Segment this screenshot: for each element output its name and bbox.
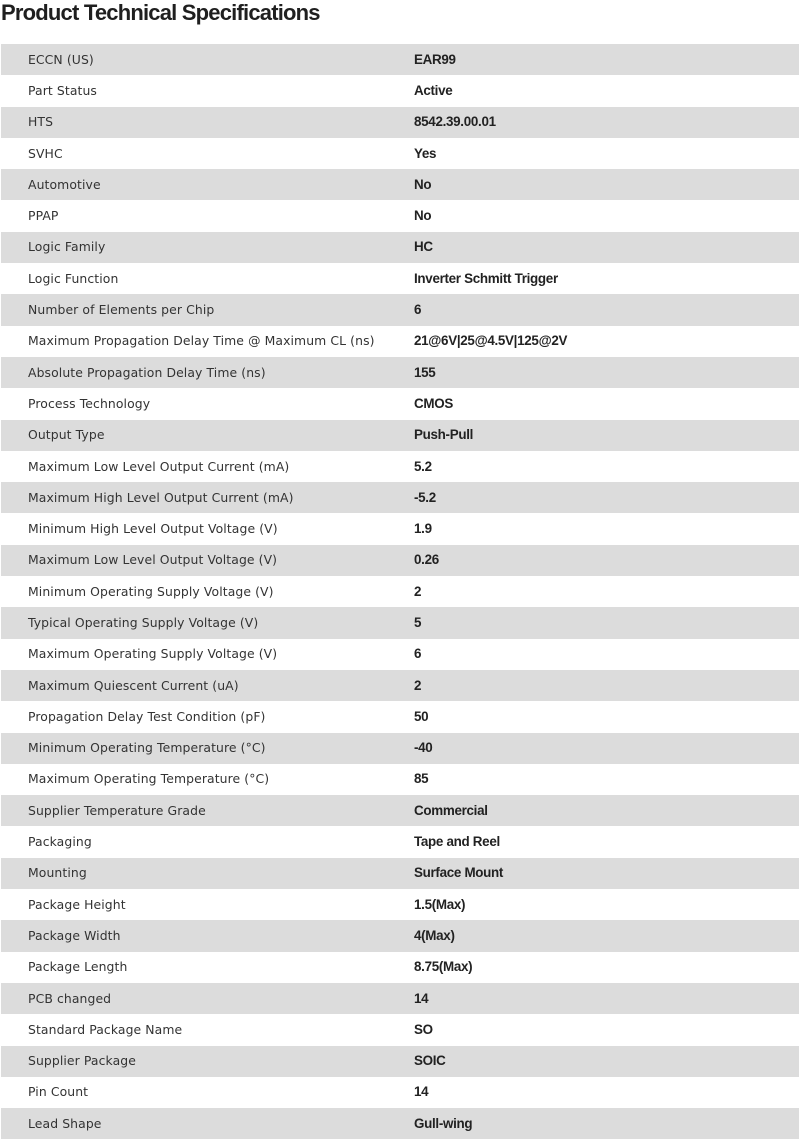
spec-row [1, 545, 799, 576]
spec-value: 2 [414, 677, 422, 693]
spec-label: Output Type [28, 427, 105, 443]
spec-value: 21@6V|25@4.5V|125@2V [414, 333, 568, 349]
spec-row [1, 169, 799, 200]
spec-value: Surface Mount [414, 865, 504, 881]
spec-label: Maximum Operating Temperature (°C) [28, 771, 270, 787]
spec-label: Minimum Operating Temperature (°C) [28, 740, 266, 756]
spec-row [1, 1014, 799, 1045]
spec-value: No [414, 208, 432, 224]
spec-table-body [1, 44, 799, 1139]
spec-label: Automotive [28, 176, 101, 192]
spec-row [1, 107, 799, 138]
spec-row [1, 764, 799, 795]
spec-label: ECCN (US) [28, 51, 94, 67]
spec-row [1, 1046, 799, 1077]
spec-row [1, 294, 799, 325]
spec-row [1, 263, 799, 294]
spec-label: Supplier Temperature Grade [28, 802, 206, 818]
spec-value: SO [414, 1021, 433, 1037]
spec-label: Minimum High Level Output Voltage (V) [28, 521, 278, 537]
spec-row [1, 983, 799, 1014]
spec-value: Active [414, 82, 453, 98]
spec-value: 50 [414, 708, 429, 724]
spec-label: Package Width [28, 927, 121, 943]
spec-row [1, 639, 799, 670]
spec-value: -5.2 [414, 489, 436, 505]
spec-row [1, 326, 799, 357]
spec-value: 14 [414, 1084, 429, 1100]
spec-row [1, 607, 799, 638]
spec-value: 5.2 [414, 458, 432, 474]
spec-label: Maximum Quiescent Current (uA) [28, 677, 239, 693]
spec-value: 0.26 [414, 552, 439, 568]
spec-value: 4(Max) [414, 927, 455, 943]
spec-value: SOIC [414, 1053, 446, 1069]
spec-label: Number of Elements per Chip [28, 302, 215, 318]
spec-value: 1.5(Max) [414, 896, 466, 912]
spec-label: HTS [28, 114, 54, 130]
spec-row [1, 200, 799, 231]
spec-value: Commercial [414, 802, 488, 818]
spec-row [1, 75, 799, 106]
spec-table [1, 44, 799, 1139]
spec-label: Lead Shape [28, 1115, 102, 1131]
spec-label: Standard Package Name [28, 1021, 183, 1037]
spec-row [1, 1108, 799, 1139]
spec-value: 1.9 [414, 521, 432, 537]
spec-label: Package Length [28, 959, 128, 975]
spec-value: 85 [414, 771, 429, 787]
spec-value: Push-Pull [414, 427, 474, 443]
spec-label: PPAP [28, 208, 59, 224]
spec-label: Process Technology [28, 395, 151, 411]
page-title: Product Technical Specifications [1, 0, 320, 25]
spec-row [1, 44, 799, 75]
spec-label: Part Status [28, 82, 97, 98]
spec-label: Propagation Delay Test Condition (pF) [28, 708, 266, 724]
spec-value: CMOS [414, 395, 453, 411]
spec-value: 2 [414, 583, 422, 599]
spec-value: 6 [414, 302, 422, 318]
spec-value: 14 [414, 990, 429, 1006]
spec-value: -40 [414, 740, 433, 756]
spec-value: 8.75(Max) [414, 959, 473, 975]
spec-label: Absolute Propagation Delay Time (ns) [28, 364, 266, 380]
spec-label: Minimum Operating Supply Voltage (V) [28, 583, 274, 599]
spec-row [1, 1077, 799, 1108]
spec-value: HC [414, 239, 433, 255]
spec-value: 5 [414, 614, 422, 630]
spec-row [1, 826, 799, 857]
spec-row [1, 513, 799, 544]
spec-value: Gull-wing [414, 1115, 473, 1131]
spec-row [1, 576, 799, 607]
spec-row [1, 952, 799, 983]
spec-label: Mounting [28, 865, 87, 881]
spec-label: Logic Family [28, 239, 106, 255]
spec-row [1, 388, 799, 419]
spec-label: SVHC [28, 145, 63, 161]
spec-label: Pin Count [28, 1084, 89, 1100]
spec-row [1, 138, 799, 169]
spec-row [1, 357, 799, 388]
spec-label: Maximum High Level Output Current (mA) [28, 489, 294, 505]
spec-row [1, 482, 799, 513]
spec-label: Maximum Propagation Delay Time @ Maximum CL (ns) [28, 333, 375, 349]
spec-label: Package Height [28, 896, 126, 912]
spec-row [1, 889, 799, 920]
spec-value: Inverter Schmitt Trigger [414, 270, 558, 286]
spec-value: 8542.39.00.01 [414, 114, 496, 130]
spec-value: Tape and Reel [414, 834, 500, 850]
spec-value: EAR99 [414, 51, 456, 67]
spec-label: Maximum Low Level Output Voltage (V) [28, 552, 278, 568]
spec-label: Typical Operating Supply Voltage (V) [28, 614, 259, 630]
spec-label: PCB changed [28, 990, 112, 1006]
spec-value: Yes [414, 145, 437, 161]
spec-row [1, 232, 799, 263]
spec-row [1, 920, 799, 951]
spec-row [1, 858, 799, 889]
spec-row [1, 733, 799, 764]
spec-label: Maximum Operating Supply Voltage (V) [28, 646, 278, 662]
spec-row [1, 670, 799, 701]
spec-label: Supplier Package [28, 1053, 136, 1069]
spec-row [1, 795, 799, 826]
spec-row [1, 451, 799, 482]
spec-row [1, 701, 799, 732]
spec-row [1, 420, 799, 451]
spec-label: Logic Function [28, 270, 119, 286]
spec-label: Maximum Low Level Output Current (mA) [28, 458, 290, 474]
spec-value: 6 [414, 646, 422, 662]
spec-value: 155 [414, 364, 436, 380]
spec-label: Packaging [28, 834, 92, 850]
spec-value: No [414, 176, 432, 192]
